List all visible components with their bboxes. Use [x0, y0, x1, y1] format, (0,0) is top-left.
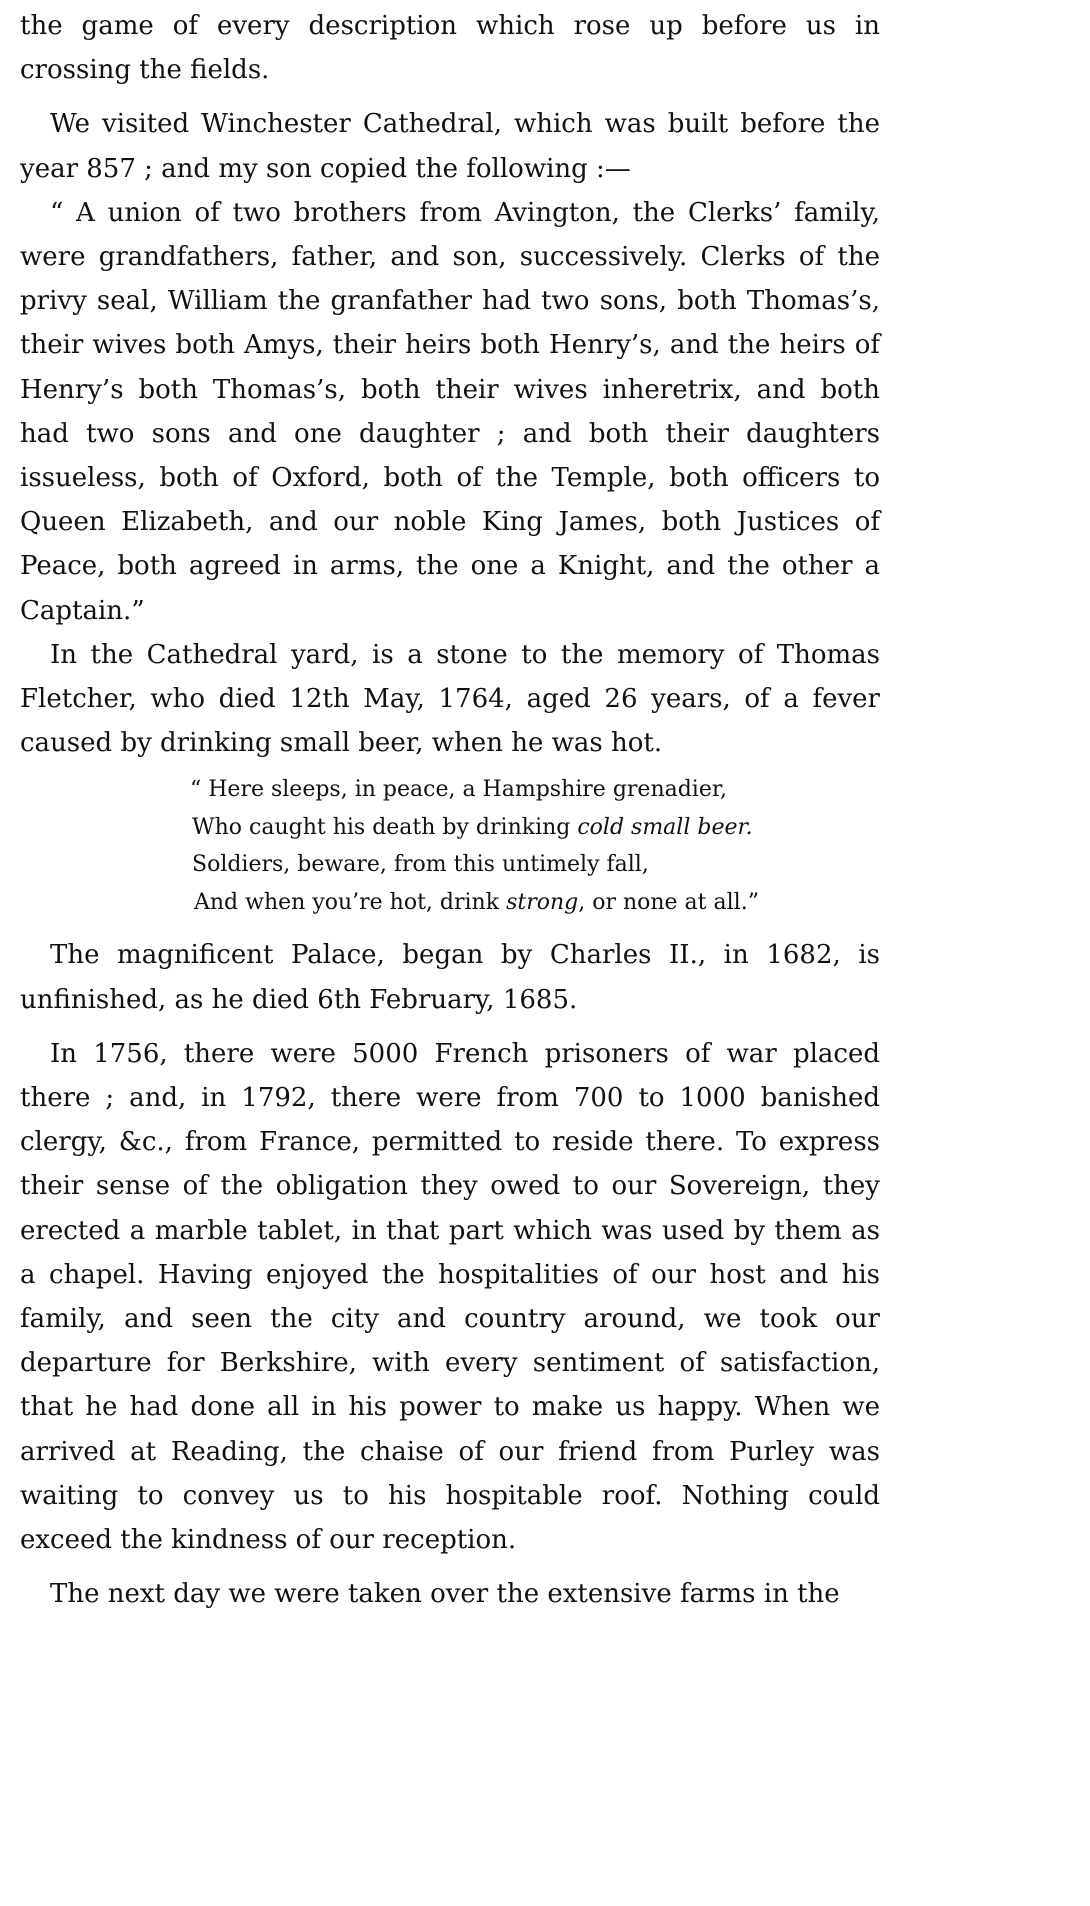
- poem-line-2: [190, 809, 880, 847]
- paragraph-cathedral-visit: We visited Winchester Cathedral, which was built before the year 857 ; and my son copied the following :—: [20, 109, 880, 184]
- poem-line-2-italic: cold small beer.: [577, 814, 753, 840]
- epitaph-poem: [190, 771, 880, 921]
- poem-line-4-end: , or none at all.”: [578, 889, 759, 915]
- book-page: [20, 4, 880, 1617]
- paragraph-clerks-inscription: “ A union of two brothers from Avington, the Clerks’ family, were grandfathers, father, and son, successively. Clerks of the privy seal, William the granfather had two sons, both Thomas’s, their wives both Amys, their heirs both Henry’s, and the heirs of Henry’s both Thomas’s, both their wives inheretrix, and both had two sons and one daughter ; and both their daughters issueless, both of Oxford, both of the Temple, both officers to Queen Elizabeth, and our noble King James, both Justices of Peace, both agreed in arms, the one a Knight, and the other a Captain.”: [20, 197, 880, 626]
- paragraph-continuation: the game of every description which rose up before us in crossing the fields.: [20, 11, 880, 86]
- paragraph-palace: The magnificent Palace, began by Charles II., in 1682, is unfinished, as he died 6th February, 1685.: [20, 940, 880, 1015]
- poem-line-2-text: Who caught his death by drinking: [192, 814, 578, 840]
- poem-line-4-italic: strong: [506, 889, 579, 915]
- poem-line-4: [190, 884, 880, 922]
- paragraph-cathedral-yard: In the Cathedral yard, is a stone to the memory of Thomas Fletcher, who died 12th May, 1764, aged 26 years, of a fever caused by drinking small beer, when he was hot.: [20, 639, 880, 759]
- poem-line-1: “ Here sleeps, in peace, a Hampshire grenadier,: [190, 777, 727, 803]
- poem-line-3: Soldiers, beware, from this untimely fall,: [192, 852, 649, 878]
- paragraph-french-prisoners: In 1756, there were 5000 French prisoners of war placed there ; and, in 1792, there were from 700 to 1000 banished clergy, &c., from France, permitted to reside there. To express their sense of the obligation they owed to our Sovereign, they erected a marble tablet, in that part which was used by them as a chapel. Having enjoyed the hospitalities of our host and his family, and seen the city and country around, we took our departure for Berkshire, with every sentiment of satisfaction, that he had done all in his power to make us happy. When we arrived at Reading, the chaise of our friend from Purley was waiting to convey us to his hospitable roof. Nothing could exceed the kindness of our reception.: [20, 1038, 880, 1556]
- paragraph-next-day: The next day we were taken over the extensive farms in the: [50, 1579, 840, 1610]
- poem-line-4-text: And when you’re hot, drink: [194, 889, 507, 915]
